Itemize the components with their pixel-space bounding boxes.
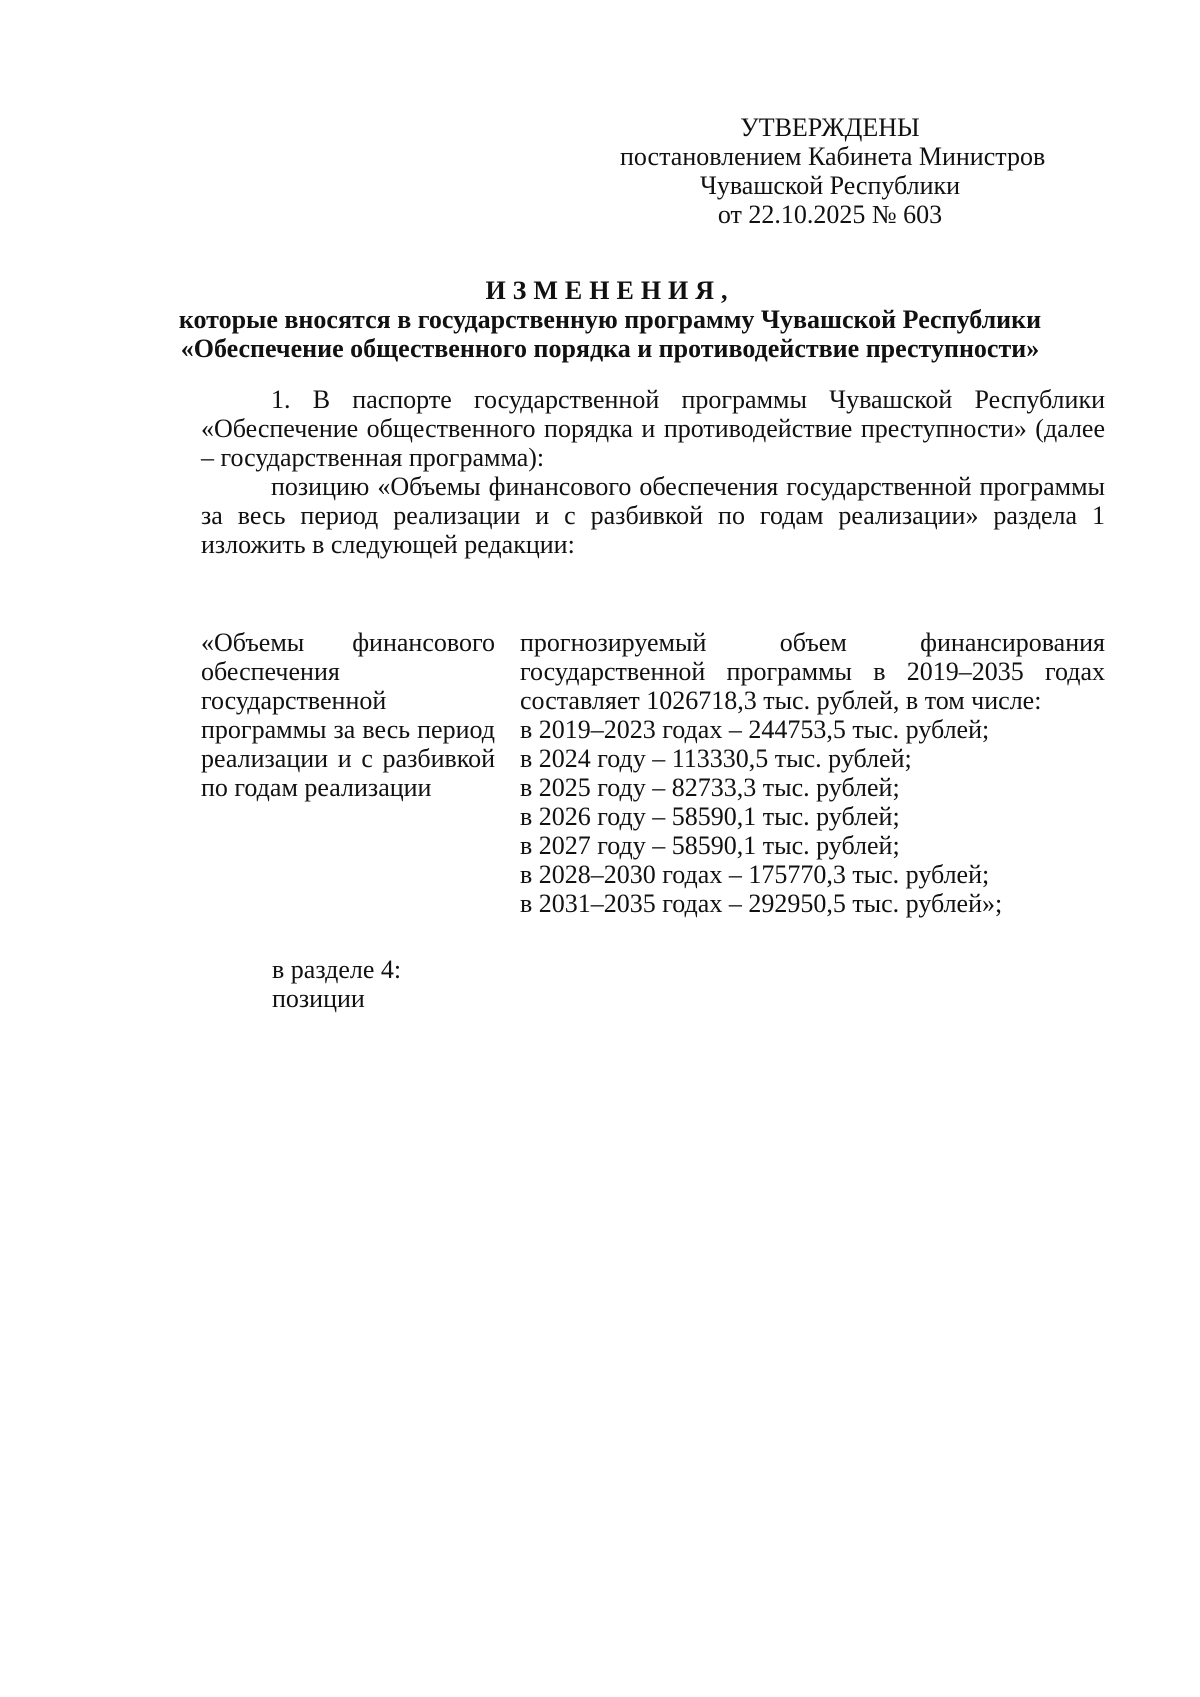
positions-label: позиции: [272, 984, 365, 1013]
body-text: [201, 385, 1105, 559]
approval-republic: Чувашской Республики: [699, 171, 961, 200]
title-main: ИЗМЕНЕНИЯ,: [485, 276, 735, 305]
approval-date-number: от 22.10.2025 № 603: [717, 200, 943, 229]
financing-line: в 2019–2023 годах – 244753,5 тыс. рублей;: [520, 715, 990, 744]
paragraph-2: позицию «Объемы финансового обеспечения государственной программы за весь период реализации и с разбивкой по годам реализации» раздела 1 изложить в следующей редакции:: [201, 472, 1105, 559]
title-subtitle-line1: которые вносятся в государственную программу Чувашской Республики: [178, 305, 1042, 334]
section-4-block: [272, 955, 401, 1013]
financing-line: в 2024 году – 113330,5 тыс. рублей;: [520, 744, 912, 773]
financing-line: в 2031–2035 годах – 292950,5 тыс. рублей»;: [520, 889, 1003, 918]
passport-position-value: [520, 628, 1105, 918]
financing-intro: прогнозируемый объем финансирования государственной программы в 2019–2035 годах составляет 1026718,3 тыс. рублей, в том числе:: [520, 628, 1105, 715]
passport-position-name: «Объемы финансового обеспечения государственной программы за весь период реализации и с разбивкой по годам реализации: [201, 628, 495, 802]
passport-position-table: [201, 628, 1105, 918]
financing-line: в 2028–2030 годах – 175770,3 тыс. рублей;: [520, 860, 990, 889]
title-subtitle-line2: «Обеспечение общественного порядка и противодействие преступности»: [180, 334, 1040, 363]
document-title: [160, 276, 1060, 363]
section-4-heading: в разделе 4:: [272, 955, 402, 984]
financing-line: в 2025 году – 82733,3 тыс. рублей;: [520, 773, 900, 802]
approval-decree: постановлением Кабинета Министров: [620, 142, 1046, 171]
approval-block: [620, 113, 1046, 229]
financing-line: в 2026 году – 58590,1 тыс. рублей;: [520, 802, 900, 831]
financing-line: в 2027 году – 58590,1 тыс. рублей;: [520, 831, 900, 860]
approval-heading: УТВЕРЖДЕНЫ: [740, 113, 920, 142]
paragraph-1: 1. В паспорте государственной программы Чувашской Республики «Обеспечение общественного порядка и противодействие преступности» (далее – государственная программа):: [201, 385, 1105, 472]
